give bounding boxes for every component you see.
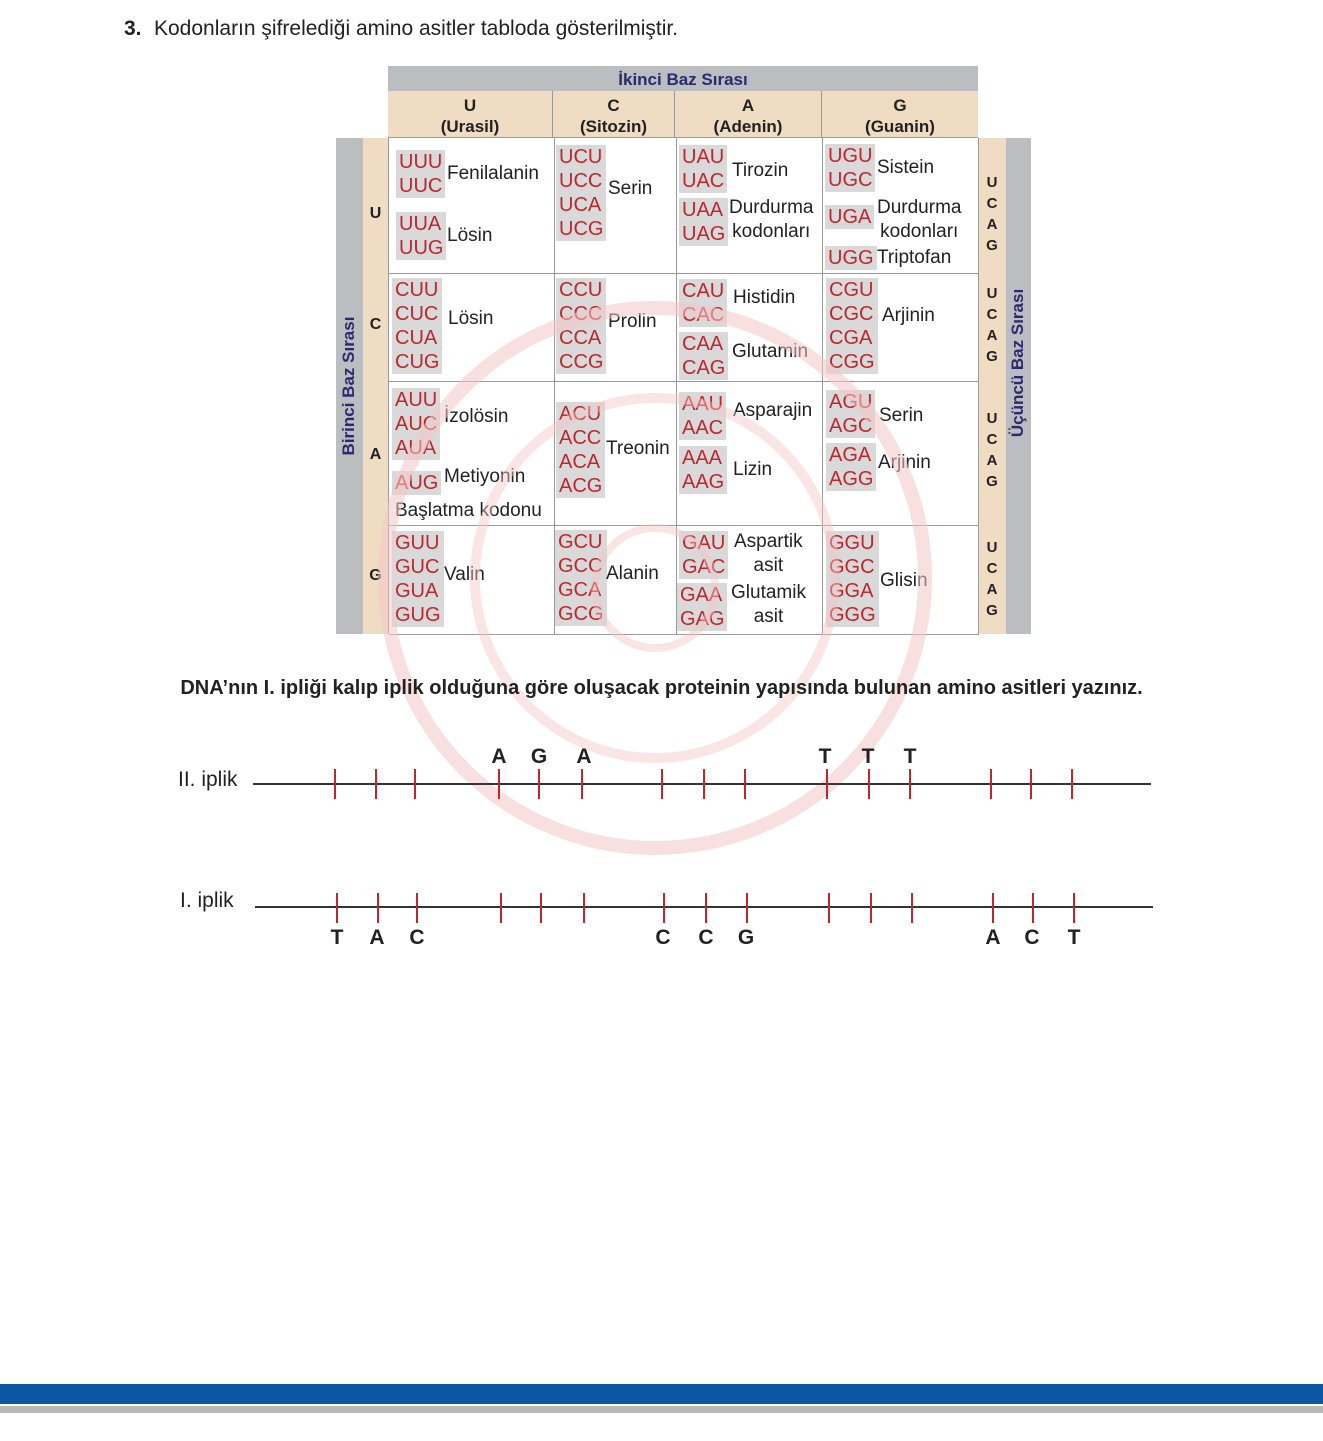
third-bases-row-a	[978, 408, 1006, 492]
row-base-g: G	[369, 567, 382, 584]
question-text: Kodonların şifrelediği amino asitler tabloda gösterilmiştir.	[154, 17, 679, 40]
strand-1-base: G	[737, 926, 755, 949]
second-base-title: İkinci Baz Sırası	[388, 66, 978, 91]
amino-acid-label: Triptofan	[877, 247, 952, 268]
row-base-u: U	[369, 205, 382, 222]
third-base-letter: U	[986, 174, 998, 191]
amino-acid-label: Sistein	[877, 157, 935, 178]
codon-group: GAA GAG	[677, 583, 727, 631]
codon-group: AAA AAG	[679, 446, 727, 494]
row-base-c: C	[369, 316, 382, 333]
strand-tick	[540, 893, 542, 923]
strand-tick	[992, 893, 994, 923]
first-base-title: Birinci Baz Sırası	[339, 316, 358, 456]
third-bases-row-u	[978, 172, 1006, 256]
codon-group: UGG	[825, 246, 877, 270]
third-base-letter: A	[986, 452, 998, 469]
codon-group: UCU UCC UCA UCG	[556, 145, 606, 241]
strand-1-base: C	[409, 926, 425, 949]
third-base-letter: C	[986, 560, 998, 577]
strand-tick	[1071, 769, 1073, 799]
strand-2-label: II. iplik	[178, 768, 238, 791]
strand-tick	[581, 769, 583, 799]
strand-tick	[870, 893, 872, 923]
amino-acid-label: Glisin	[880, 570, 928, 591]
strand-tick	[661, 769, 663, 799]
third-base-letter: G	[986, 473, 998, 490]
third-base-title: Üçüncü Baz Sırası	[1008, 288, 1027, 438]
codon-group: CGU CGC CGA CGG	[826, 278, 878, 374]
footer-band-blue	[0, 1384, 1323, 1404]
strand-1-base: A	[369, 926, 385, 949]
codon-group: GCU GCC GCA GCG	[555, 530, 607, 626]
codon-group: GUU GUC GUA GUG	[392, 531, 444, 627]
strand-tick	[1032, 893, 1034, 923]
amino-acid-label: Metiyonin	[444, 466, 526, 487]
column-base-letter: G	[893, 96, 907, 115]
third-base-letter: G	[986, 602, 998, 619]
strand-1-line	[255, 906, 1153, 908]
amino-acid-label: Histidin	[733, 287, 796, 308]
third-base-letter: A	[986, 216, 998, 233]
strand-tick	[498, 769, 500, 799]
row-base-a: A	[369, 446, 382, 463]
strand-1-base: T	[1067, 926, 1081, 949]
strand-2-base: T	[818, 745, 832, 768]
strand-tick	[500, 893, 502, 923]
strand-tick	[746, 893, 748, 923]
strand-1-base: A	[985, 926, 1001, 949]
amino-acid-label: Lizin	[733, 459, 773, 480]
third-base-letter: U	[986, 539, 998, 556]
codon-group: ACU ACC ACA ACG	[556, 402, 605, 498]
third-bases-row-c	[978, 283, 1006, 367]
amino-acid-label: Lösin	[447, 225, 493, 246]
strand-2-base: A	[576, 745, 592, 768]
strand-2-base: T	[861, 745, 875, 768]
strand-2-line	[253, 783, 1151, 785]
codon-group: GGU GGC GGA GGG	[826, 531, 879, 627]
codon-group: UGA	[825, 205, 874, 229]
codon-group: GAU GAC	[679, 531, 728, 579]
amino-acid-label: Valin	[444, 564, 485, 585]
question-number: 3.	[124, 17, 142, 40]
strand-tick	[703, 769, 705, 799]
codon-group: CCU CCC CCA CCG	[556, 278, 606, 374]
codon-group: CAU CAC	[679, 279, 727, 327]
column-header-u	[388, 91, 553, 137]
watermark-seal	[375, 288, 935, 868]
amino-acid-label: Tirozin	[732, 160, 789, 181]
column-base-letter: A	[741, 96, 755, 115]
amino-acid-label: Aspartik asit	[734, 531, 803, 576]
codon-group: AGU AGC	[826, 390, 875, 438]
codon-group: AUU AUC AUA	[392, 388, 440, 460]
amino-acid-label: Treonin	[606, 438, 670, 459]
strand-tick	[583, 893, 585, 923]
column-header-a	[675, 91, 822, 137]
column-base-name: (Guanin)	[865, 117, 935, 136]
third-base-letter: G	[986, 237, 998, 254]
strand-2-base: A	[491, 745, 507, 768]
third-base-letter: U	[986, 285, 998, 302]
amino-acid-label: Alanin	[606, 563, 659, 584]
amino-acid-label: Arjinin	[878, 452, 931, 473]
third-base-letter: C	[986, 195, 998, 212]
strand-tick	[416, 893, 418, 923]
strand-tick	[911, 893, 913, 923]
strand-tick	[826, 769, 828, 799]
strand-tick	[909, 769, 911, 799]
strand-tick	[538, 769, 540, 799]
strand-tick	[705, 893, 707, 923]
codon-group: UUA UUG	[396, 212, 446, 260]
strand-tick	[663, 893, 665, 923]
strand-2-base: T	[903, 745, 917, 768]
codon-group: UAU UAC	[679, 145, 727, 193]
strand-2-base: G	[530, 745, 548, 768]
amino-acid-label: Serin	[879, 405, 924, 426]
third-base-letter: A	[986, 581, 998, 598]
strand-tick	[1030, 769, 1032, 799]
footer-band-grey	[0, 1406, 1323, 1413]
codon-group: AAU AAC	[679, 392, 726, 440]
strand-tick	[828, 893, 830, 923]
codon-group: UUU UUC	[396, 150, 445, 198]
column-base-name: (Sitozin)	[579, 117, 648, 136]
amino-acid-label: Durdurma kodonları	[729, 197, 814, 242]
strand-tick	[375, 769, 377, 799]
codon-group: CAA CAG	[679, 332, 728, 380]
column-header-g	[822, 91, 978, 137]
third-base-letter: G	[986, 348, 998, 365]
amino-acid-label: Glutamin	[732, 341, 809, 362]
strand-tick	[414, 769, 416, 799]
strand-tick	[990, 769, 992, 799]
first-base-bar	[336, 138, 363, 634]
codon-group: CUU CUC CUA CUG	[392, 278, 442, 374]
start-codon-note: Başlatma kodonu	[395, 500, 542, 521]
codon-group: AUG	[392, 471, 441, 495]
amino-acid-label: Arjinin	[882, 305, 935, 326]
amino-acid-label: Glutamik asit	[731, 582, 806, 627]
codon-group: UAA UAG	[679, 198, 728, 246]
amino-acid-label: Fenilalanin	[447, 163, 539, 184]
strand-tick	[336, 893, 338, 923]
amino-acid-label: Durdurma kodonları	[877, 197, 962, 242]
codon-group: AGA AGG	[826, 443, 876, 491]
strand-1-base: T	[330, 926, 344, 949]
amino-acid-label: Prolin	[608, 311, 657, 332]
amino-acid-label: Lösin	[448, 308, 494, 329]
amino-acid-label: İzolösin	[444, 406, 509, 427]
column-base-name: (Urasil)	[440, 117, 500, 136]
strand-tick	[744, 769, 746, 799]
strand-1-label: I. iplik	[180, 889, 234, 912]
strand-1-base: C	[655, 926, 671, 949]
column-base-letter: C	[607, 96, 620, 115]
third-base-bar	[1006, 138, 1031, 634]
strand-tick	[334, 769, 336, 799]
column-base-letter: U	[463, 96, 477, 115]
third-base-letter: C	[986, 431, 998, 448]
third-base-letter: A	[986, 327, 998, 344]
strand-tick	[1073, 893, 1075, 923]
codon-group: UGU UGC	[825, 144, 875, 192]
strand-tick	[377, 893, 379, 923]
amino-acid-label: Asparajin	[733, 400, 813, 421]
strand-tick	[868, 769, 870, 799]
strand-1-base: C	[1024, 926, 1040, 949]
third-base-letter: C	[986, 306, 998, 323]
column-base-name: (Adenin)	[713, 117, 783, 136]
amino-acid-label: Serin	[608, 178, 653, 199]
instruction-text: DNA’nın I. ipliği kalıp iplik olduğuna göre oluşacak proteinin yapısında bulunan amino asitleri yazınız.	[180, 677, 1143, 699]
strand-1-base: C	[698, 926, 714, 949]
column-header-c	[553, 91, 675, 137]
third-base-letter: U	[986, 410, 998, 427]
third-bases-row-g	[978, 537, 1006, 621]
